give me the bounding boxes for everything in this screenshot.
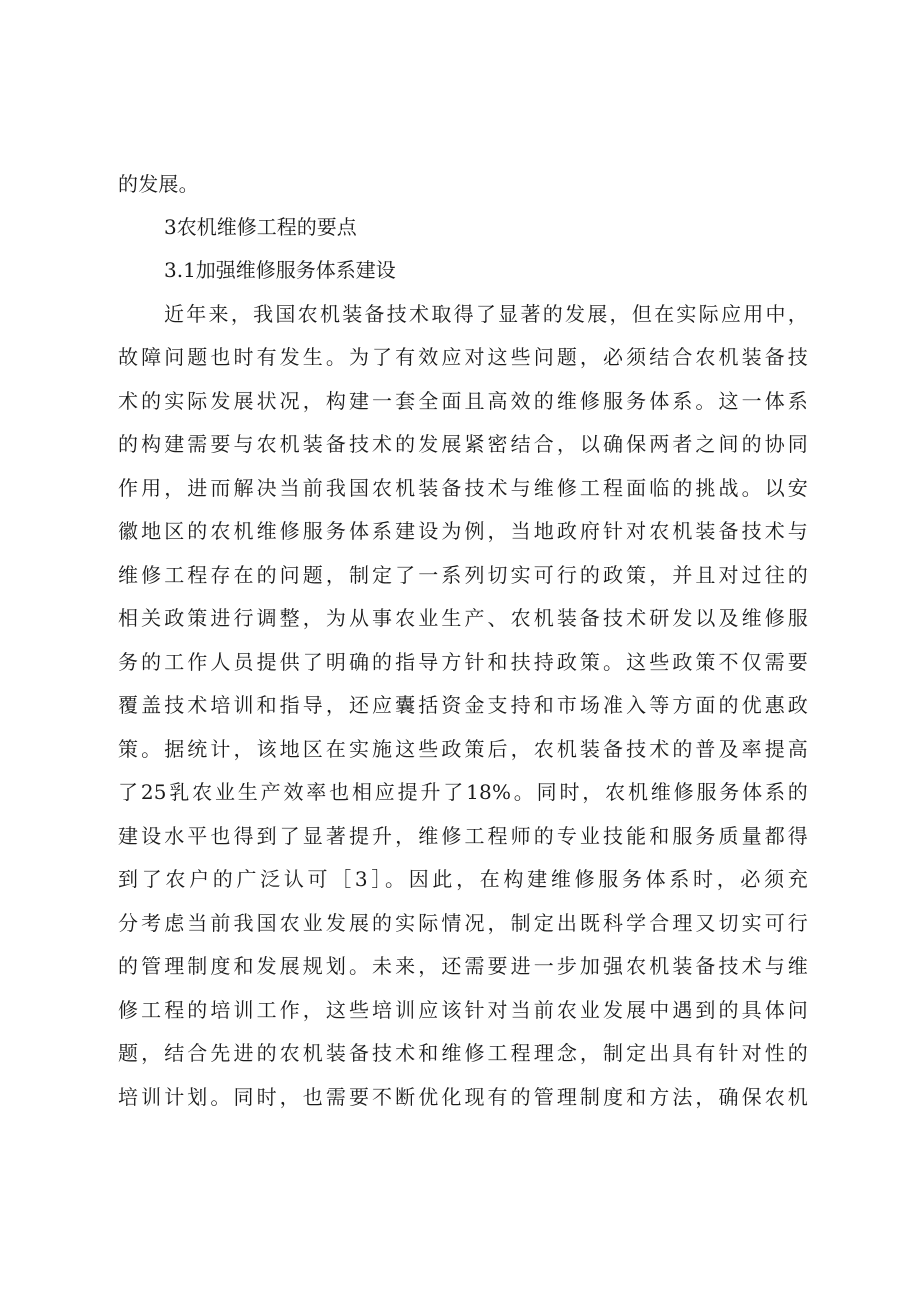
paragraph-line: 分考虑当前我国农业发展的实际情况，制定出既科学合理又切实可行 xyxy=(118,911,808,935)
paragraph-line: 术的实际发展状况，构建一套全面且高效的维修服务体系。这一体系 xyxy=(118,389,808,413)
paragraph-line: 覆盖技术培训和指导，还应囊括资金支持和市场准入等方面的优惠政 xyxy=(118,693,808,717)
paragraph-line: 题，结合先进的农机装备技术和维修工程理念，制定出具有针对性的 xyxy=(118,1041,808,1065)
paragraph-line: 到了农户的广泛认可［3］。因此，在构建维修服务体系时，必须充 xyxy=(118,867,808,891)
paragraph-line: 的构建需要与农机装备技术的发展紧密结合，以确保两者之间的协同 xyxy=(118,432,808,456)
paragraph-line: 建设水平也得到了显著提升，维修工程师的专业技能和服务质量都得 xyxy=(118,824,808,848)
paragraph-line: 维修工程存在的问题，制定了一系列切实可行的政策，并且对过往的 xyxy=(118,563,808,587)
paragraph-line: 务的工作人员提供了明确的指导方针和扶持政策。这些政策不仅需要 xyxy=(118,650,808,674)
paragraph-line: 培训计划。同时，也需要不断优化现有的管理制度和方法，确保农机 xyxy=(118,1085,808,1109)
section-heading: 3农机维修工程的要点 xyxy=(164,215,357,239)
paragraph-line: 策。据统计，该地区在实施这些政策后，农机装备技术的普及率提高 xyxy=(118,737,808,761)
paragraph-line: 了25乳农业生产效率也相应提升了18%。同时，农机维修服务体系的 xyxy=(118,780,808,804)
paragraph-line: 的管理制度和发展规划。未来，还需要进一步加强农机装备技术与维 xyxy=(118,954,808,978)
paragraph-line: 修工程的培训工作，这些培训应该针对当前农业发展中遇到的具体问 xyxy=(118,998,808,1022)
lead-in-text: 的发展。 xyxy=(118,172,199,196)
paragraph-line: 相关政策进行调整，为从事农业生产、农机装备技术研发以及维修服 xyxy=(118,606,808,630)
paragraph-line: 作用，进而解决当前我国农机装备技术与维修工程面临的挑战。以安 xyxy=(118,476,808,500)
subsection-heading: 3.1加强维修服务体系建设 xyxy=(164,258,396,282)
paragraph-line: 故障问题也时有发生。为了有效应对这些问题，必须结合农机装备技 xyxy=(118,345,808,369)
paragraph-line: 近年来，我国农机装备技术取得了显著的发展，但在实际应用中， xyxy=(164,302,808,326)
paragraph-line: 徽地区的农机维修服务体系建设为例，当地政府针对农机装备技术与 xyxy=(118,519,808,543)
